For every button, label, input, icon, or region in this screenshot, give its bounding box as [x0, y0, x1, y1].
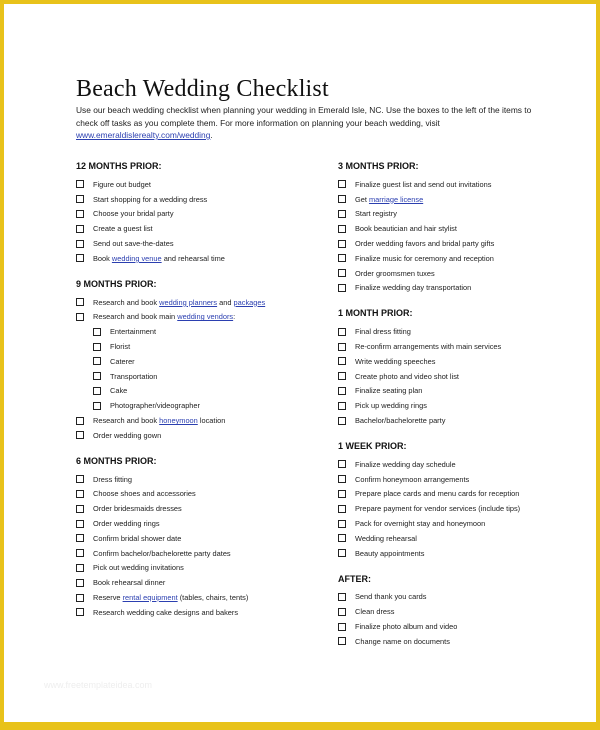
- item-text: Start shopping for a wedding dress: [93, 194, 208, 204]
- item-text: Reserve: [93, 593, 123, 603]
- item-text: Finalize wedding day schedule: [355, 459, 456, 469]
- checklist-item: [76, 516, 326, 531]
- checkbox[interactable]: [338, 225, 346, 233]
- item-link[interactable]: marriage license: [368, 194, 424, 204]
- item-text: Order groomsmen tuxes: [355, 268, 435, 278]
- checkbox[interactable]: [76, 195, 84, 203]
- checkbox[interactable]: [76, 564, 84, 572]
- item-text: Choose your bridal party: [93, 209, 174, 219]
- item-text: Create photo and video shot list: [355, 371, 459, 381]
- checklist-item: [338, 546, 588, 561]
- item-label: [110, 342, 130, 351]
- item-text: Change name on documents: [355, 636, 450, 646]
- item-text: Dress fitting: [93, 474, 133, 484]
- item-label: [355, 209, 397, 218]
- checklist-item: [338, 472, 588, 487]
- item-label: [93, 431, 161, 440]
- item-text: Beauty appointments: [355, 548, 425, 558]
- checklist-item: [338, 236, 588, 251]
- checklist-item: [338, 251, 588, 266]
- item-label: [93, 209, 174, 218]
- checklist-item: [338, 457, 588, 472]
- item-text: Create a guest list: [93, 224, 153, 234]
- checklist-item: [76, 207, 326, 222]
- item-text: Florist: [110, 342, 131, 352]
- checklist-subitem: [76, 369, 326, 384]
- checkbox[interactable]: [93, 387, 101, 395]
- checkbox[interactable]: [338, 240, 346, 248]
- item-link[interactable]: wedding vendors: [177, 312, 234, 322]
- checklist-item: [76, 413, 326, 428]
- item-label: [355, 622, 457, 631]
- item-text: Send thank you cards: [355, 592, 427, 602]
- item-label: [93, 224, 153, 233]
- checklist-item: [338, 590, 588, 605]
- checkbox[interactable]: [93, 357, 101, 365]
- item-text: Finalize seating plan: [355, 386, 423, 396]
- intro-text: Use our beach wedding checklist when planning your wedding in Emerald Isle, NC. Use the boxes to the left of the items to check off tasks as you complete them. For more information on planning your beach wedding, visit: [76, 105, 532, 128]
- item-text: Research and book main: [93, 312, 178, 322]
- checkbox[interactable]: [338, 608, 346, 616]
- checkbox[interactable]: [338, 623, 346, 631]
- item-label: [93, 312, 235, 321]
- item-label: [355, 239, 494, 248]
- checkbox[interactable]: [76, 549, 84, 557]
- checklist-item: [338, 221, 588, 236]
- item-text: Start registry: [355, 209, 397, 219]
- item-label: [110, 386, 127, 395]
- item-label: [355, 607, 394, 616]
- item-text: Get: [355, 194, 369, 204]
- checkbox[interactable]: [338, 475, 346, 483]
- checklist-item: [338, 177, 588, 192]
- item-text: and rehearsal time: [161, 253, 225, 263]
- item-text: Book: [93, 253, 112, 263]
- checkbox[interactable]: [338, 402, 346, 410]
- checkbox[interactable]: [338, 593, 346, 601]
- checkbox[interactable]: [338, 210, 346, 218]
- checklist-item: [76, 236, 326, 251]
- item-label: [110, 401, 200, 410]
- checkbox[interactable]: [338, 269, 346, 277]
- checkbox[interactable]: [76, 505, 84, 513]
- item-label: [93, 195, 207, 204]
- checklist-item: [338, 207, 588, 222]
- item-label: [355, 283, 471, 292]
- checklist-item: [76, 428, 326, 443]
- checkbox[interactable]: [93, 402, 101, 410]
- item-text: Pack for overnight stay and honeymoon: [355, 519, 486, 529]
- checklist-item: [76, 605, 326, 620]
- checklist-item: [338, 413, 588, 428]
- checkbox[interactable]: [338, 460, 346, 468]
- item-text: Pick up wedding rings: [355, 401, 427, 411]
- section-title: 3 MONTHS PRIOR:: [338, 161, 419, 171]
- item-label: [93, 578, 165, 587]
- right-column: [338, 160, 588, 661]
- checkbox[interactable]: [338, 637, 346, 645]
- item-text: Entertainment: [110, 327, 157, 337]
- website-link[interactable]: www.emeraldislerealty.com/wedding: [76, 130, 211, 140]
- checklist-item: [76, 177, 326, 192]
- item-label: [93, 475, 132, 484]
- item-link[interactable]: wedding planners: [159, 297, 218, 307]
- item-label: [355, 637, 450, 646]
- item-label: [355, 460, 456, 469]
- checklist-item: [338, 384, 588, 399]
- item-text: Transportation: [110, 371, 158, 381]
- checkbox[interactable]: [76, 534, 84, 542]
- item-text: Finalize photo album and video: [355, 622, 458, 632]
- checklist-item: [76, 295, 326, 310]
- item-text: Final dress fitting: [355, 327, 411, 337]
- watermark: www.freetemplateidea.com: [44, 680, 153, 690]
- item-text: :: [233, 312, 236, 322]
- checklist-item: [76, 546, 326, 561]
- item-label: [93, 534, 181, 543]
- checklist-item: [338, 266, 588, 281]
- checkbox[interactable]: [338, 357, 346, 365]
- page-title: Beach Wedding Checklist: [76, 76, 329, 102]
- section-1-month-prior: [338, 307, 588, 428]
- checklist-subitem: [76, 398, 326, 413]
- item-label: [355, 549, 424, 558]
- checklist-item: [76, 310, 326, 325]
- checklist-item: [338, 192, 588, 207]
- checkbox[interactable]: [338, 387, 346, 395]
- checklist-item: [338, 516, 588, 531]
- checklist-item: [338, 324, 588, 339]
- item-text: Order wedding gown: [93, 430, 162, 440]
- checklist-item: [338, 501, 588, 516]
- item-label: [355, 489, 519, 498]
- section-title: 12 MONTHS PRIOR:: [76, 161, 162, 171]
- item-text: location: [197, 416, 226, 426]
- checkbox[interactable]: [76, 417, 84, 425]
- item-label: [93, 563, 184, 572]
- checklist-item: [338, 369, 588, 384]
- item-text: Finalize music for ceremony and reception: [355, 253, 494, 263]
- item-text: Order wedding rings: [93, 519, 160, 529]
- item-text: Bachelor/bachelorette party: [355, 416, 446, 426]
- item-link[interactable]: rental equipment: [122, 593, 178, 603]
- checkbox[interactable]: [338, 372, 346, 380]
- section-9-months-prior: [76, 278, 326, 443]
- checklist-subitem: [76, 384, 326, 399]
- item-text: Photographer/videographer: [110, 401, 200, 411]
- item-text: Re-confirm arrangements with main services: [355, 342, 502, 352]
- item-text: Write wedding speeches: [355, 356, 436, 366]
- item-text: (tables, chairs, tents): [177, 593, 249, 603]
- checklist-item: [338, 619, 588, 634]
- checkbox[interactable]: [76, 520, 84, 528]
- checkbox[interactable]: [338, 505, 346, 513]
- checkbox[interactable]: [338, 534, 346, 542]
- checkbox[interactable]: [76, 475, 84, 483]
- item-label: [355, 534, 417, 543]
- section-title: AFTER:: [338, 573, 371, 584]
- item-text: Prepare place cards and menu cards for reception: [355, 489, 520, 499]
- item-label: [355, 195, 423, 204]
- item-link[interactable]: honeymoon: [159, 416, 198, 426]
- checklist-item: [76, 487, 326, 502]
- item-label: [93, 416, 225, 425]
- item-label: [355, 475, 469, 484]
- checklist-item: [338, 398, 588, 413]
- item-label: [355, 386, 422, 395]
- item-text: Finalize wedding day transportation: [355, 283, 472, 293]
- checkbox[interactable]: [338, 195, 346, 203]
- item-label: [93, 519, 160, 528]
- item-label: [355, 180, 491, 189]
- item-label: [110, 372, 157, 381]
- checklist-subitem: [76, 324, 326, 339]
- left-column: [76, 160, 326, 632]
- checklist-item: [338, 634, 588, 649]
- checkbox[interactable]: [76, 490, 84, 498]
- document-page: [4, 4, 596, 722]
- item-label: [355, 357, 435, 366]
- section-after: [338, 573, 588, 649]
- item-text: Confirm bachelor/bachelorette party dates: [93, 548, 231, 558]
- checklist-item: [338, 339, 588, 354]
- item-text: Research wedding cake designs and bakers: [93, 607, 239, 617]
- section-title: 9 MONTHS PRIOR:: [76, 278, 157, 289]
- checklist-item: [338, 531, 588, 546]
- checklist-item: [76, 192, 326, 207]
- checkbox[interactable]: [93, 328, 101, 336]
- checklist-item: [76, 561, 326, 576]
- item-text: Finalize guest list and send out invitations: [355, 179, 492, 189]
- item-text: and: [217, 297, 234, 307]
- checkbox[interactable]: [76, 594, 84, 602]
- item-label: [93, 298, 265, 307]
- item-label: [93, 239, 174, 248]
- item-label: [355, 416, 445, 425]
- item-text: Cake: [110, 386, 128, 396]
- checklist-item: [76, 501, 326, 516]
- checklist-item: [338, 281, 588, 296]
- intro-end: .: [210, 130, 213, 140]
- item-label: [93, 504, 182, 513]
- section-3-months-prior: [338, 160, 588, 295]
- section-12-months-prior: [76, 160, 326, 266]
- item-text: Figure out budget: [93, 179, 151, 189]
- checklist-item: [76, 575, 326, 590]
- checkbox[interactable]: [338, 254, 346, 262]
- item-label: [355, 342, 501, 351]
- item-text: Order bridesmaids dresses: [93, 504, 182, 514]
- checkbox[interactable]: [76, 225, 84, 233]
- item-label: [355, 504, 520, 513]
- item-label: [355, 401, 427, 410]
- item-label: [93, 489, 196, 498]
- item-label: [355, 254, 494, 263]
- checkbox[interactable]: [76, 313, 84, 321]
- checklist-item: [76, 221, 326, 236]
- checkbox[interactable]: [338, 328, 346, 336]
- checklist-item: [76, 251, 326, 266]
- checkbox[interactable]: [338, 180, 346, 188]
- item-label: [93, 254, 225, 263]
- item-label: [355, 372, 459, 381]
- item-label: [355, 519, 485, 528]
- item-text: Send out save-the-dates: [93, 239, 174, 249]
- item-text: Pick out wedding invitations: [93, 563, 184, 573]
- section-1-week-prior: [338, 440, 588, 561]
- item-label: [355, 269, 435, 278]
- checklist-item: [338, 487, 588, 502]
- item-text: Choose shoes and accessories: [93, 489, 196, 499]
- checkbox[interactable]: [76, 180, 84, 188]
- checklist-item: [76, 590, 326, 605]
- section-title: 6 MONTHS PRIOR:: [76, 455, 157, 466]
- checklist-item: [338, 354, 588, 369]
- item-label: [93, 593, 248, 602]
- checkbox[interactable]: [338, 417, 346, 425]
- item-text: Confirm honeymoon arrangements: [355, 474, 470, 484]
- intro-paragraph: [76, 104, 536, 142]
- item-label: [93, 608, 238, 617]
- checkbox[interactable]: [76, 254, 84, 262]
- item-text: Order wedding favors and bridal party gifts: [355, 239, 495, 249]
- checkbox[interactable]: [93, 372, 101, 380]
- section-title: 1 WEEK PRIOR:: [338, 440, 407, 451]
- item-label: [355, 224, 457, 233]
- item-label: [110, 357, 135, 366]
- item-text: Prepare payment for vendor services (include tips): [355, 504, 521, 514]
- item-text: Clean dress: [355, 607, 395, 617]
- checkbox[interactable]: [76, 579, 84, 587]
- item-label: [93, 180, 151, 189]
- checkbox[interactable]: [338, 284, 346, 292]
- checklist-subitem: [76, 339, 326, 354]
- checkbox[interactable]: [93, 343, 101, 351]
- item-link[interactable]: wedding venue: [111, 253, 162, 263]
- item-text: Caterer: [110, 356, 135, 366]
- checkbox[interactable]: [76, 298, 84, 306]
- item-text: Wedding rehearsal: [355, 533, 417, 543]
- checklist-item: [338, 604, 588, 619]
- checkbox[interactable]: [338, 549, 346, 557]
- checklist-item: [76, 531, 326, 546]
- item-label: [355, 327, 411, 336]
- item-text: Research and book: [93, 297, 160, 307]
- item-text: Book rehearsal dinner: [93, 578, 166, 588]
- item-text: Book beautician and hair stylist: [355, 224, 457, 234]
- checkbox[interactable]: [338, 490, 346, 498]
- section-6-months-prior: [76, 455, 326, 620]
- checkbox[interactable]: [338, 343, 346, 351]
- checkbox[interactable]: [76, 431, 84, 439]
- item-link[interactable]: packages: [233, 297, 266, 307]
- checklist-subitem: [76, 354, 326, 369]
- item-label: [93, 549, 231, 558]
- checkbox[interactable]: [76, 608, 84, 616]
- item-text: Confirm bridal shower date: [93, 533, 182, 543]
- checkbox[interactable]: [76, 240, 84, 248]
- checkbox[interactable]: [338, 520, 346, 528]
- checkbox[interactable]: [76, 210, 84, 218]
- item-label: [355, 592, 427, 601]
- checklist-item: [76, 472, 326, 487]
- item-label: [110, 327, 156, 336]
- section-title: 1 MONTH PRIOR:: [338, 308, 413, 319]
- item-text: Research and book: [93, 416, 160, 426]
